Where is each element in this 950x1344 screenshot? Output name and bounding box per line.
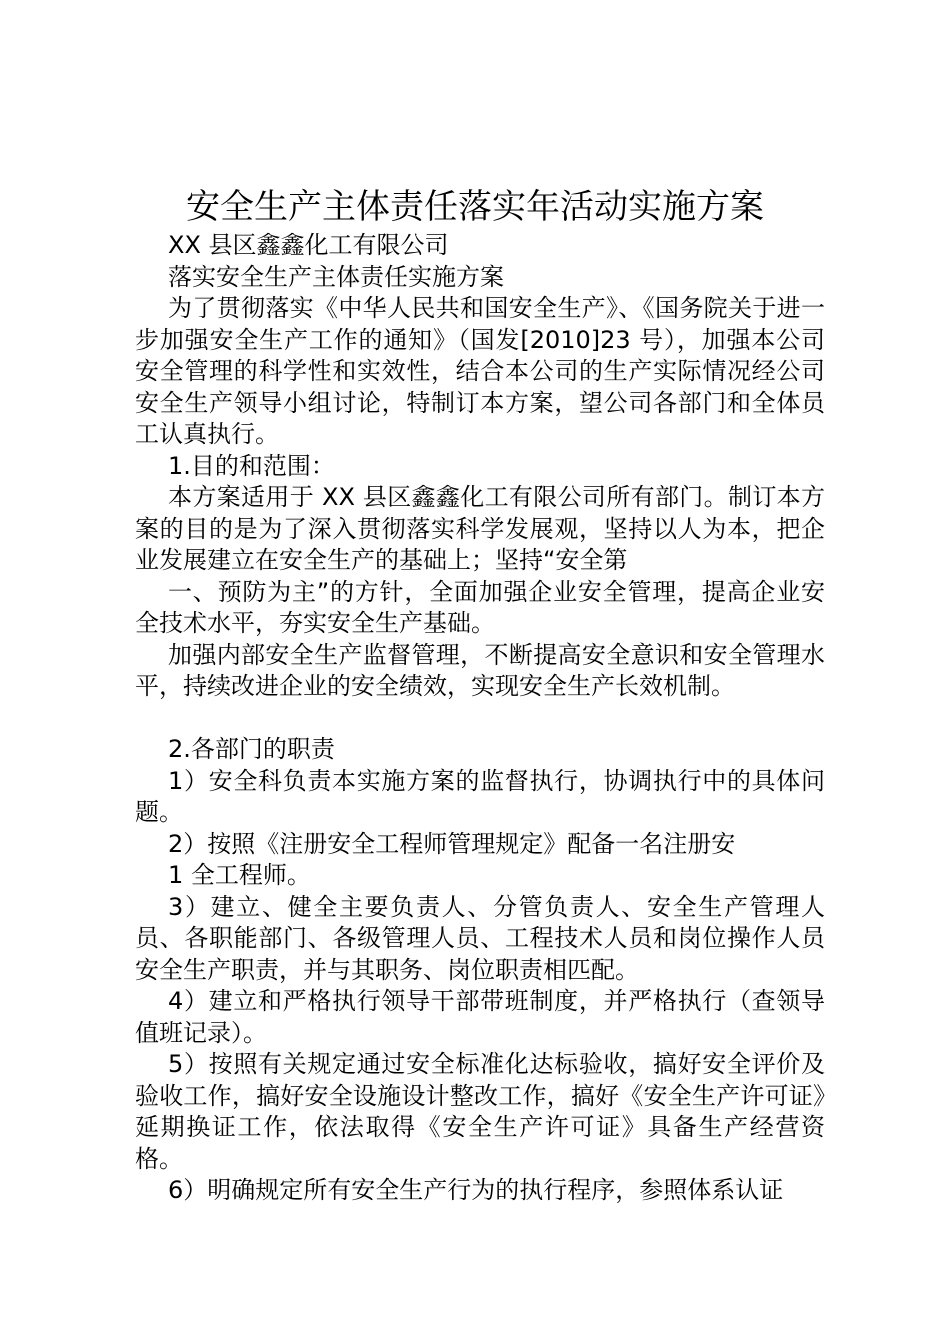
purpose-paragraph: 本方案适用于 XX 县区鑫鑫化工有限公司所有部门。制订本方案的目的是为了深入贯彻落实科学发展观，坚持以人为本，把企业发展建立在安全生产的基础上；坚持“安全第 xyxy=(135,483,825,574)
duty-item-3: 3）建立、健全主要负责人、分管负责人、安全生产管理人员、各职能部门、各级管理人员、工程技术人员和岗位操作人员安全生产职责，并与其职务、岗位职责相匹配。 xyxy=(135,892,825,984)
duty-item-6: 6）明确规定所有安全生产行为的执行程序，参照体系认证 xyxy=(168,1176,784,1204)
policy-paragraph: 一、预防为主”的方针，全面加强企业安全管理，提高企业安全技术水平，夯实安全生产基础。 xyxy=(135,577,825,637)
intro-paragraph: 为了贯彻落实《中华人民共和国安全生产》、《国务院关于进一步加强安全生产工作的通知》（国发[2010]23 号），加强本公司安全管理的科学性和实效性，结合本公司的生产实际情况经公司安全生产领导小组讨论，特制订本方案，望公司各部门和全体员工认真执行。 xyxy=(135,294,825,448)
duty-item-2: 2）按照《注册安全工程师管理规定》配备一名注册安 xyxy=(168,829,736,858)
document-body xyxy=(135,230,825,1207)
section-heading-purpose: 1.目的和范围： xyxy=(168,451,335,480)
document-title: 安全生产主体责任落实年活动实施方案 xyxy=(186,187,764,227)
duty-item-2-cont: 1 全工程师。 xyxy=(168,861,311,889)
duty-item-5: 5）按照有关规定通过安全标准化达标验收，搞好安全评价及验收工作，搞好安全设施设计整改工作，搞好《安全生产许可证》延期换证工作，依法取得《安全生产许可证》具备生产经营资格。 xyxy=(135,1050,825,1173)
blank-line xyxy=(135,703,825,735)
plan-subtitle: 落实安全生产主体责任实施方案 xyxy=(168,262,504,291)
duty-item-4: 4）建立和严格执行领导干部带班制度，并严格执行（查领导值班记录）。 xyxy=(135,987,825,1047)
supervision-paragraph: 加强内部安全生产监督管理，不断提高安全意识和安全管理水平，持续改进企业的安全绩效，实现安全生产长效机制。 xyxy=(135,640,825,700)
company-name: XX 县区鑫鑫化工有限公司 xyxy=(168,231,449,259)
duty-item-1: 1）安全科负责本实施方案的监督执行，协调执行中的具体问题。 xyxy=(135,766,825,826)
section-heading-duties: 2.各部门的职责 xyxy=(168,735,335,763)
